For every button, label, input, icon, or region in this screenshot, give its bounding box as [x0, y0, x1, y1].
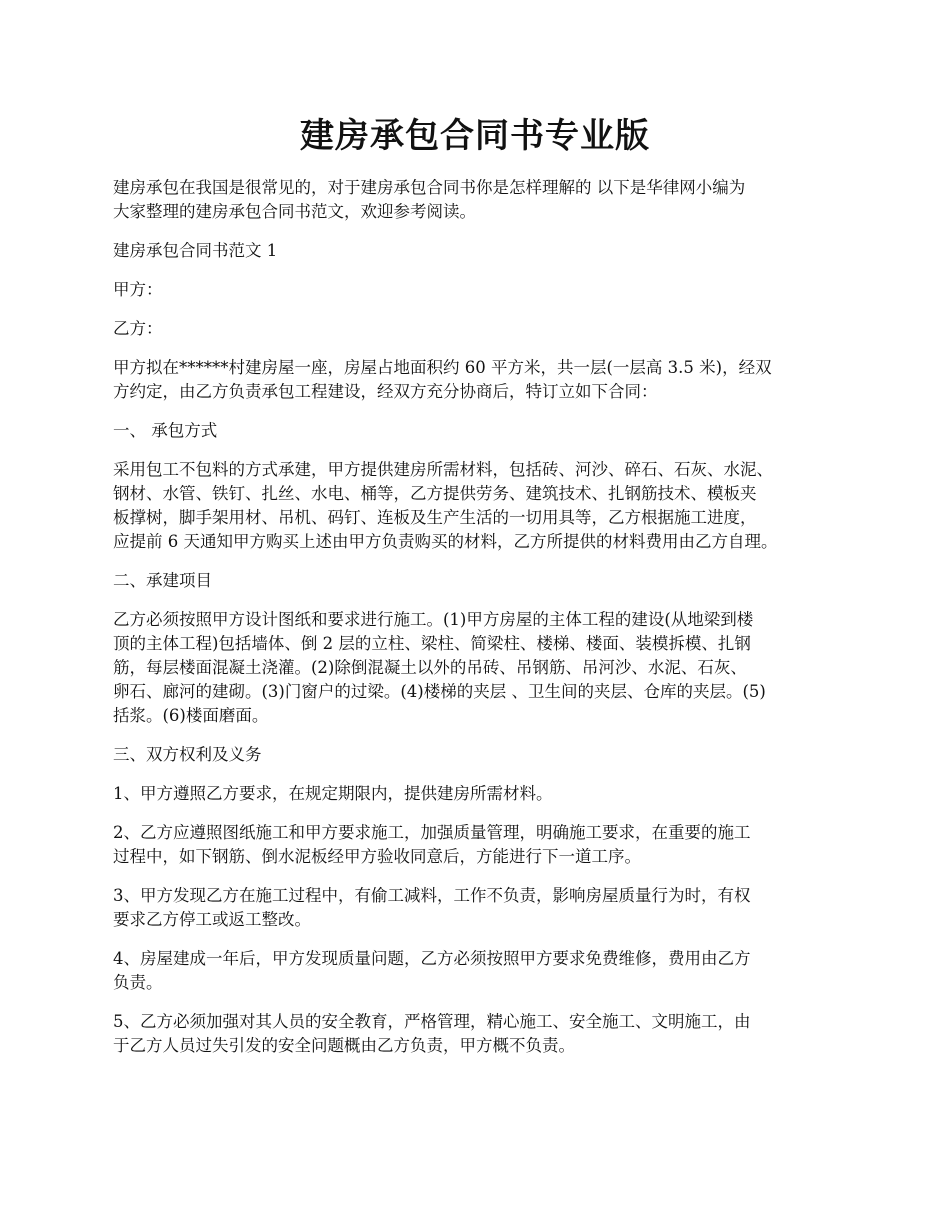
construction-items-paragraph: 乙方必须按照甲方设计图纸和要求进行施工。(1)甲方房屋的主体工程的建设(从地梁到楼 顶的主体工程)包括墙体、倒 2 层的立柱、梁柱、简梁柱、楼梯、楼面、装模拆模、扎钢 筋，每层楼面混凝土浇灌。(2)除倒混凝土以外的吊砖、吊钢筋、吊河沙、水泥、石灰、 卵石、廊河的建砌。(3)门窗户的过梁。(4)楼梯的夹层 、卫生间的夹层、仓库的夹层。(5) 括浆。(6)楼面磨面。: [113, 610, 766, 725]
document-title: 建房承包合同书专业版: [300, 116, 650, 156]
clause-2: 2、乙方应遵照图纸施工和甲方要求施工，加强质量管理，明确施工要求，在重要的施工 过程中，如下钢筋、倒水泥板经甲方验收同意后，方能进行下一道工序。: [113, 823, 751, 866]
party-a-line: 甲方：: [113, 280, 163, 299]
contract-method-paragraph: 采用包工不包料的方式承建，甲方提供建房所需材料，包括砖、河沙、碎石、石灰、水泥、 钢材、水管、铁钉、扎丝、水电、桶等，乙方提供劳务、建筑技术、扎钢筋技术、模板夹 板撑树，脚手架用材、吊机、码钉、连板及生产生活的一切用具等，乙方根据施工进度， 应提前 6 天通知甲方购买上述由甲方负责购买的材料，乙方所提供的材料费用由乙方自理。: [113, 460, 778, 551]
preamble-paragraph: 甲方拟在******村建房屋一座，房屋占地面积约 60 平方米，共一层(一层高 3.5 米)，经双 方约定，由乙方负责承包工程建设，经双方充分协商后，特订立如下合同：: [113, 358, 772, 401]
section-heading-construction-items: 二、承建项目: [113, 571, 212, 590]
section-heading-contract-method: 一、 承包方式: [113, 421, 218, 440]
clause-1: 1、甲方遵照乙方要求，在规定期限内，提供建房所需材料。: [113, 784, 553, 803]
clause-5: 5、乙方必须加强对其人员的安全教育，严格管理，精心施工、安全施工、文明施工，由 于乙方人员过失引发的安全问题概由乙方负责，甲方概不负责。: [113, 1012, 751, 1055]
party-b-line: 乙方：: [113, 319, 163, 338]
sample-heading: 建房承包合同书范文 1: [113, 241, 278, 260]
intro-paragraph: 建房承包在我国是很常见的，对于建房承包合同书你是怎样理解的 以下是华律网小编为 大家整理的建房承包合同书范文，欢迎参考阅读。: [113, 178, 746, 221]
section-heading-rights-duties: 三、双方权利及义务: [113, 745, 262, 764]
document-body: [113, 176, 841, 1073]
clause-4: 4、房屋建成一年后，甲方发现质量问题，乙方必须按照甲方要求免费维修，费用由乙方 负责。: [113, 949, 751, 992]
clause-3: 3、甲方发现乙方在施工过程中，有偷工减料，工作不负责，影响房屋质量行为时，有权 要求乙方停工或返工整改。: [113, 886, 751, 929]
